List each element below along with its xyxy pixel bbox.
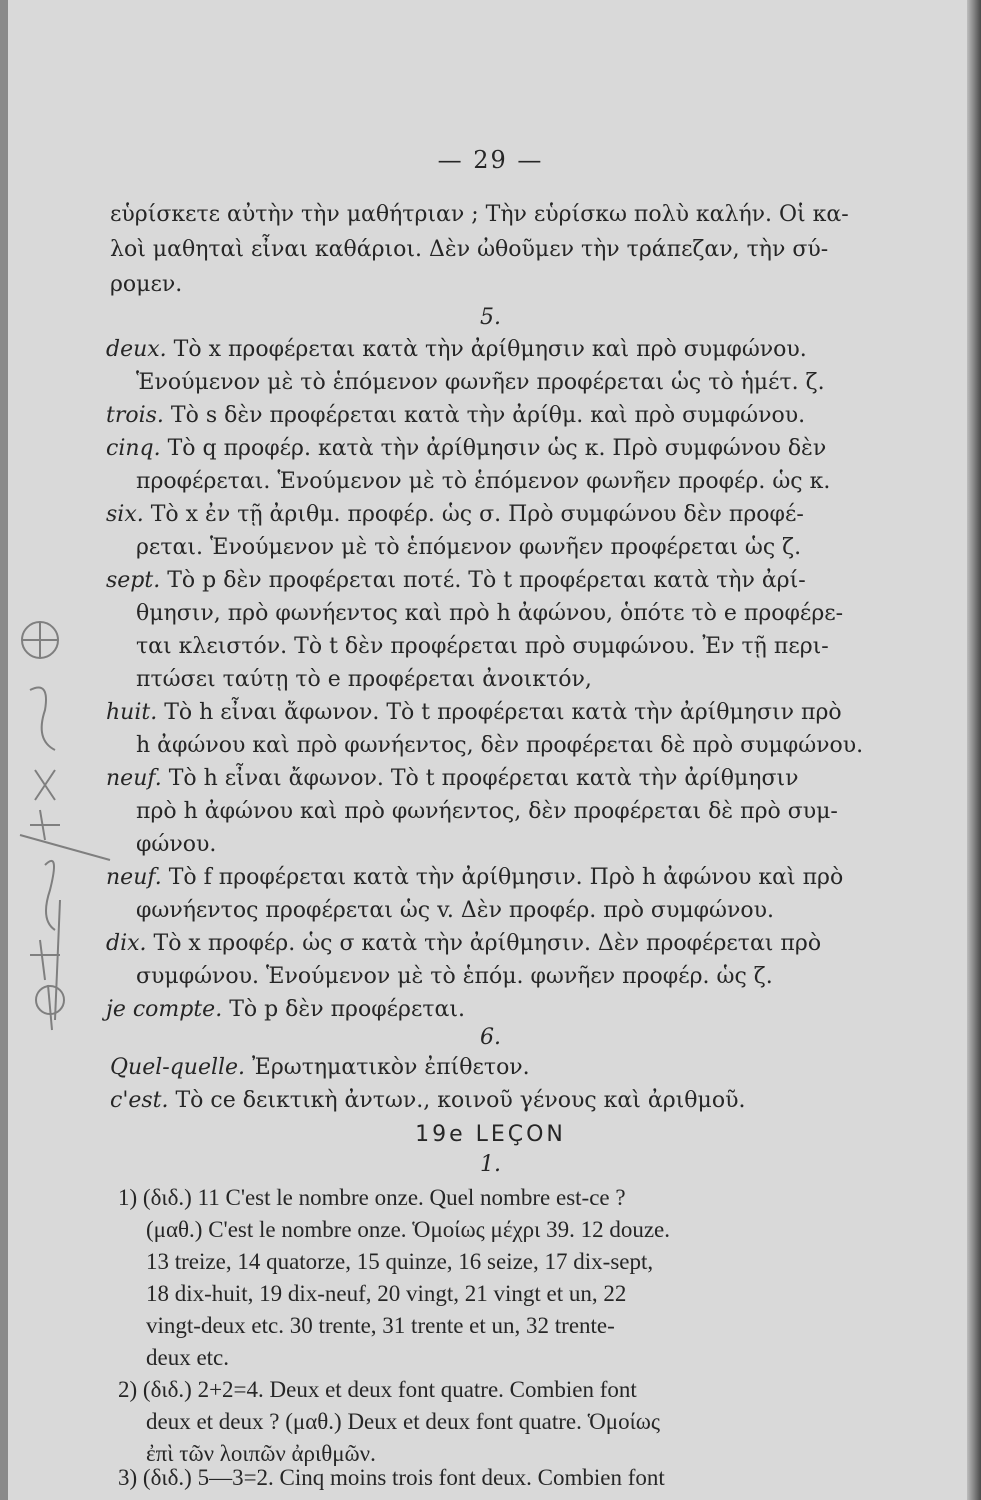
entry-text: Τὸ s δὲν προφέρεται κατὰ τὴν ἀρίθμ. καὶ πρὸ συμφώνου.: [163, 403, 806, 428]
exercise-line: 3) (διδ.) 5—3=2. Cinq moins trois font deux. Combien font: [118, 1465, 665, 1490]
entry-text: Τὸ h εἶναι ἄφωνον. Τὸ t προφέρεται κατὰ τὴν ἀρίθμησιν πρὸ: [157, 700, 842, 725]
entry-line: [136, 667, 592, 692]
entry-word: trois.: [106, 403, 164, 428]
entry-text: Τὸ f προφέρεται κατὰ τὴν ἀρίθμησιν. Πρὸ h ἀφώνου καὶ πρὸ: [161, 865, 844, 890]
exercise-line: 18 dix-huit, 19 dix-neuf, 20 vingt, 21 vingt et un, 22: [146, 1281, 627, 1306]
entry-line: [106, 766, 799, 791]
entry-line: [110, 1055, 530, 1080]
entry-text: πρὸ h ἀφώνου καὶ πρὸ φωνήεντος, δὲν προφέρεται δὲ πρὸ συμ-: [136, 799, 838, 824]
entry-text: προφέρεται. Ἑνούμενον μὲ τὸ ἑπόμενον φωνῆεν προφέρ. ὡς κ.: [136, 469, 831, 494]
entry-text: Ἐρωτηματικὸν ἐπίθετον.: [245, 1055, 530, 1080]
entry-text: Τὸ x ἐν τῇ ἀριθμ. προφέρ. ὡς σ. Πρὸ συμφώνου δὲν προφέ-: [143, 502, 804, 527]
entry-word: c'est.: [110, 1088, 169, 1113]
exercise-line: 13 treize, 14 quatorze, 15 quinze, 16 seize, 17 dix-sept,: [146, 1249, 654, 1274]
entry-line: [106, 502, 804, 527]
entry-line: [106, 700, 842, 725]
entry-line: [106, 403, 805, 428]
entry-word: six.: [106, 502, 144, 527]
entry-word: Quel-quelle.: [110, 1055, 246, 1080]
exercise-line: deux et deux ? (μαθ.) Deux et deux font quatre. Ὁμοίως: [146, 1409, 661, 1434]
entry-line: [110, 1088, 745, 1113]
entry-word: deux.: [106, 337, 167, 362]
entry-text: Τὸ ce δεικτικὴ ἀντων., κοινοῦ γένους καὶ ἀριθμοῦ.: [168, 1088, 746, 1113]
entry-line: [136, 898, 774, 923]
entry-word: neuf.: [106, 865, 162, 890]
entry-line: [136, 634, 829, 659]
entry-word: cinq.: [106, 436, 161, 461]
entry-line: [136, 370, 825, 395]
lesson-section: 1.: [480, 1152, 501, 1177]
entry-line: [136, 964, 773, 989]
entry-text: h ἀφώνου καὶ πρὸ φωνήεντος, δὲν προφέρεται δὲ πρὸ συμφώνου.: [136, 733, 864, 758]
entry-text: Τὸ p δὲν προφέρεται.: [222, 997, 466, 1022]
entry-line: [136, 832, 216, 857]
entry-text: ται κλειστόν. Τὸ t δὲν προφέρεται πρὸ συμφώνου. Ἐν τῇ περι-: [136, 634, 829, 659]
exercise-line: deux etc.: [146, 1345, 230, 1370]
text-line: ρομεν.: [110, 272, 183, 297]
entry-text: Τὸ x προφέρ. ὡς σ κατὰ τὴν ἀρίθμησιν. Δὲν προφέρεται πρὸ: [146, 931, 822, 956]
exercise-line: ἐπὶ τῶν λοιπῶν ἀριθμῶν.: [146, 1441, 376, 1466]
entry-line: [136, 601, 843, 626]
entry-word: huit.: [106, 700, 158, 725]
entry-text: Ἑνούμενον μὲ τὸ ἑπόμενον φωνῆεν προφέρεται ὡς τὸ ἡμέτ. ζ.: [136, 370, 825, 395]
page-number: — 29 —: [437, 146, 544, 174]
entry-word: neuf.: [106, 766, 162, 791]
entry-text: Τὸ q προφέρ. κατὰ τὴν ἀρίθμησιν ὡς κ. Πρὸ συμφώνου δὲν: [160, 436, 827, 461]
entry-text: φώνου.: [136, 832, 217, 857]
exercise-line: vingt-deux etc. 30 trente, 31 trente et un, 32 trente-: [146, 1313, 615, 1338]
text-line: εὑρίσκετε αὐτὴν τὴν μαθήτριαν ; Τὴν εὑρίσκω πολὺ καλήν. Οἱ κα-: [110, 202, 849, 227]
entry-text: συμφώνου. Ἑνούμενον μὲ τὸ ἑπόμ. φωνῆεν προφέρ. ὡς ζ.: [136, 964, 773, 989]
entry-text: θμησιν, πρὸ φωνήεντος καὶ πρὸ h ἀφώνου, ὁπότε τὸ e προφέρε-: [136, 601, 844, 626]
entry-word: sept.: [106, 568, 161, 593]
entry-line: [106, 931, 821, 956]
lesson-title: 19e LEÇON: [415, 1122, 566, 1147]
entry-line: [136, 469, 830, 494]
entry-text: Τὸ p δὲν προφέρεται ποτέ. Τὸ t προφέρεται κατὰ τὴν ἀρί-: [160, 568, 806, 593]
text-line: λοὶ μαθηταὶ εἶναι καθάριοι. Δὲν ὠθοῦμεν τὴν τράπεζαν, τὴν σύ-: [110, 237, 829, 262]
entry-word: je compte.: [106, 997, 223, 1022]
entry-line: [136, 535, 801, 560]
exercise-line: (μαθ.) C'est le nombre onze. Ὁμοίως μέχρι 39. 12 douze.: [146, 1217, 671, 1242]
page-spine-shadow: [967, 0, 981, 1500]
entry-line: [106, 436, 826, 461]
entry-word: dix.: [106, 931, 147, 956]
entry-text: Τὸ x προφέρεται κατὰ τὴν ἀρίθμησιν καὶ πρὸ συμφώνου.: [166, 337, 807, 362]
pencil-scribble: [0, 600, 120, 1100]
entry-line: [106, 997, 465, 1022]
entry-line: [106, 337, 807, 362]
entry-line: [106, 568, 806, 593]
section-heading: 6.: [480, 1025, 501, 1050]
exercise-line: 2) (διδ.) 2+2=4. Deux et deux font quatre. Combien font: [118, 1377, 637, 1402]
entry-line: [136, 733, 863, 758]
section-heading: 5.: [480, 305, 501, 330]
entry-text: φωνήεντος προφέρεται ὡς v. Δὲν προφέρ. πρὸ συμφώνου.: [136, 898, 774, 923]
entry-text: πτώσει ταύτῃ τὸ e προφέρεται ἀνοικτόν,: [136, 667, 592, 692]
entry-text: ρεται. Ἑνούμενον μὲ τὸ ἑπόμενον φωνῆεν προφέρεται ὡς ζ.: [136, 535, 802, 560]
entry-line: [106, 865, 843, 890]
exercise-line: 1) (διδ.) 11 C'est le nombre onze. Quel nombre est-ce ?: [118, 1185, 626, 1210]
entry-line: [136, 799, 838, 824]
entry-text: Τὸ h εἶναι ἄφωνον. Τὸ t προφέρεται κατὰ τὴν ἀρίθμησιν: [161, 766, 799, 791]
